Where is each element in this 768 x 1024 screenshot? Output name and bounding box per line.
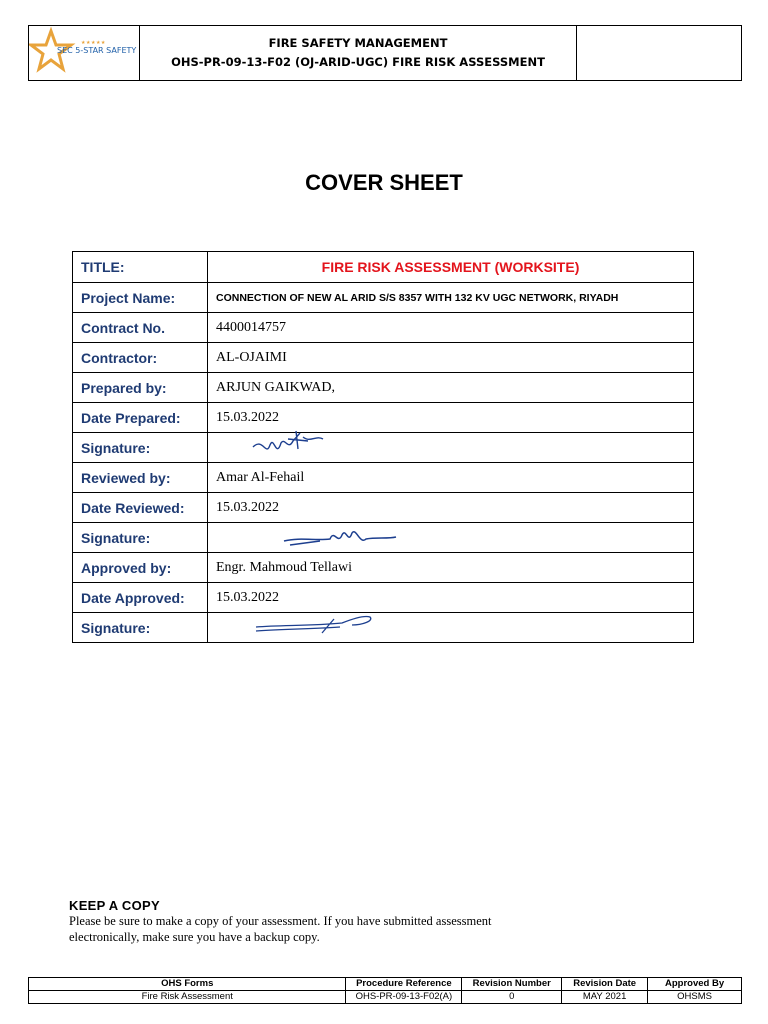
table-row	[73, 313, 694, 343]
table-row	[29, 991, 742, 1004]
date-approved-value: 15.03.2022	[208, 583, 694, 613]
table-row	[73, 613, 694, 643]
signature-icon	[248, 427, 328, 467]
keep-copy-line-2: electronically, make sure you have a backup copy.	[69, 930, 320, 944]
keep-copy-line-1: Please be sure to make a copy of your assessment. If you have submitted assessment	[69, 914, 492, 928]
field-label: Approved by:	[73, 553, 208, 583]
reviewed-by-value: Amar Al-Fehail	[208, 463, 694, 493]
field-label: Signature:	[73, 523, 208, 553]
cover-sheet-title: COVER SHEET	[305, 170, 463, 195]
document-header	[28, 25, 742, 81]
project-name-value: CONNECTION OF NEW AL ARID S/S 8357 WITH 132 KV UGC NETWORK, RIYADH	[208, 283, 694, 313]
logo-stars: ★★★★★	[81, 40, 106, 46]
contract-no-value: 4400014757	[208, 313, 694, 343]
footer-header: OHS Forms	[29, 978, 346, 991]
footer-header: Revision Date	[562, 978, 648, 991]
date-prepared-value: 15.03.2022	[208, 403, 694, 433]
signature-reviewer-cell	[208, 523, 694, 553]
signature-approver-cell	[208, 613, 694, 643]
header-title	[140, 26, 577, 80]
keep-copy-note	[69, 898, 569, 945]
field-label: Date Reviewed:	[73, 493, 208, 523]
header-blank-cell	[577, 26, 741, 80]
footer-header: Revision Number	[462, 978, 562, 991]
title-value: FIRE RISK ASSESSMENT (WORKSITE)	[208, 252, 694, 283]
field-label: Reviewed by:	[73, 463, 208, 493]
table-row	[73, 463, 694, 493]
logo-text: SEC 5-STAR SAFETY	[57, 46, 137, 55]
header-line-1: FIRE SAFETY MANAGEMENT	[268, 36, 448, 50]
table-row	[73, 403, 694, 433]
field-label: Date Prepared:	[73, 403, 208, 433]
field-label: Contractor:	[73, 343, 208, 373]
header-line-2: OHS-PR-09-13-F02 (OJ-ARID-UGC) FIRE RISK ASSESSMENT	[171, 55, 545, 69]
field-label: Prepared by:	[73, 373, 208, 403]
signature-icon	[280, 521, 400, 555]
field-label: Contract No.	[73, 313, 208, 343]
footer-header: Procedure Reference	[346, 978, 462, 991]
date-reviewed-value: 15.03.2022	[208, 493, 694, 523]
title-label: TITLE:	[73, 252, 208, 283]
table-row	[73, 252, 694, 283]
footer-header: Approved By	[648, 978, 742, 991]
table-row	[73, 523, 694, 553]
field-label: Date Approved:	[73, 583, 208, 613]
field-label: Signature:	[73, 433, 208, 463]
company-logo	[29, 26, 140, 80]
footer-value: 0	[462, 991, 562, 1004]
table-row	[73, 433, 694, 463]
field-label: Project Name:	[73, 283, 208, 313]
table-row	[73, 343, 694, 373]
table-row	[29, 978, 742, 991]
prepared-by-value: ARJUN GAIKWAD,	[208, 373, 694, 403]
footer-table	[28, 977, 742, 1004]
footer-value: Fire Risk Assessment	[29, 991, 346, 1004]
table-row	[73, 373, 694, 403]
table-row	[73, 493, 694, 523]
footer-value: MAY 2021	[562, 991, 648, 1004]
footer-value: OHS-PR-09-13-F02(A)	[346, 991, 462, 1004]
table-row	[73, 583, 694, 613]
keep-copy-heading: KEEP A COPY	[69, 898, 160, 913]
cover-form-table	[72, 251, 694, 643]
table-row	[73, 553, 694, 583]
contractor-value: AL-OJAIMI	[208, 343, 694, 373]
signature-preparer-cell	[208, 433, 694, 463]
approved-by-value: Engr. Mahmoud Tellawi	[208, 553, 694, 583]
signature-icon	[252, 609, 382, 643]
footer-value: OHSMS	[648, 991, 742, 1004]
field-label: Signature:	[73, 613, 208, 643]
table-row	[73, 283, 694, 313]
